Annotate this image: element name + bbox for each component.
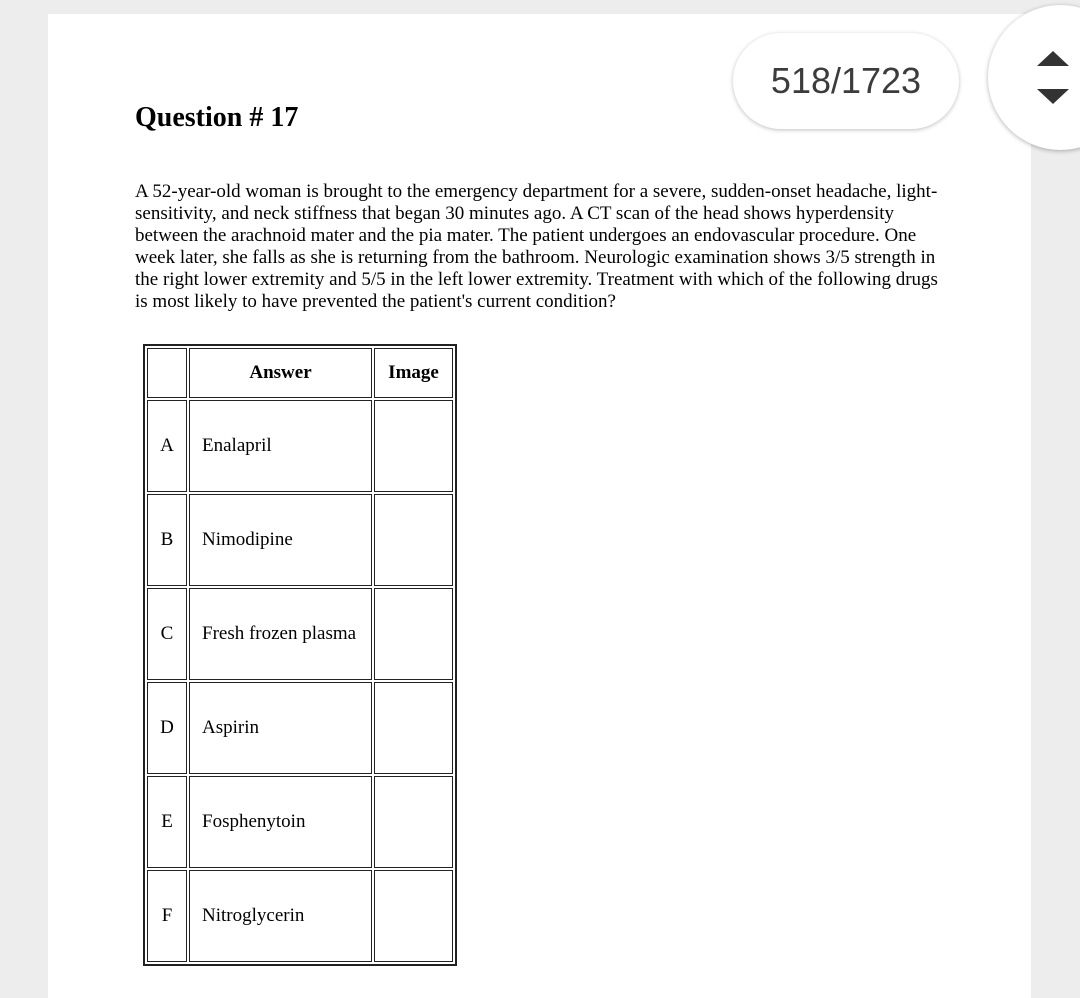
option-letter: C [147, 588, 187, 680]
answer-table-header-row [147, 348, 453, 398]
previous-question-arrow-icon[interactable] [1037, 51, 1069, 66]
question-counter-text: 518/1723 [770, 60, 922, 101]
option-image-cell [374, 776, 453, 868]
answer-option-d[interactable] [147, 682, 453, 774]
answer-option-e[interactable] [147, 776, 453, 868]
option-letter: D [147, 682, 187, 774]
option-letter: F [147, 870, 187, 962]
option-letter: A [147, 400, 187, 492]
answer-option-a[interactable] [147, 400, 453, 492]
option-image-cell [374, 494, 453, 586]
answer-option-f[interactable] [147, 870, 453, 962]
question-title: Question # 17 [135, 102, 299, 133]
option-answer[interactable]: Fosphenytoin [189, 776, 372, 868]
option-letter: E [147, 776, 187, 868]
option-image-cell [374, 870, 453, 962]
option-answer[interactable]: Nimodipine [189, 494, 372, 586]
header-answer: Answer [189, 348, 372, 398]
question-stem: A 52-year-old woman is brought to the emergency department for a severe, sudden-onset headache, light-sensitivity, and neck stiffness that began 30 minutes ago. A CT scan of the head shows hyperdensity between the arachnoid mater and the pia mater. The patient undergoes an endovascular procedure. One week later, she falls as she is returning from the bathroom. Neurologic examination shows 3/5 strength in the right lower extremity and 5/5 in the left lower extremity. Treatment with which of the following drugs is most likely to have prevented the patient's current condition? [135, 181, 938, 312]
option-answer[interactable]: Fresh frozen plasma [189, 588, 372, 680]
header-letter [147, 348, 187, 398]
option-letter: B [147, 494, 187, 586]
option-answer[interactable]: Enalapril [189, 400, 372, 492]
option-image-cell [374, 588, 453, 680]
option-image-cell [374, 400, 453, 492]
answer-option-c[interactable] [147, 588, 453, 680]
answer-option-b[interactable] [147, 494, 453, 586]
answer-table [143, 344, 457, 966]
option-answer[interactable]: Nitroglycerin [189, 870, 372, 962]
option-image-cell [374, 682, 453, 774]
header-image: Image [374, 348, 453, 398]
question-counter [733, 33, 959, 129]
option-answer[interactable]: Aspirin [189, 682, 372, 774]
next-question-arrow-icon[interactable] [1037, 89, 1069, 104]
